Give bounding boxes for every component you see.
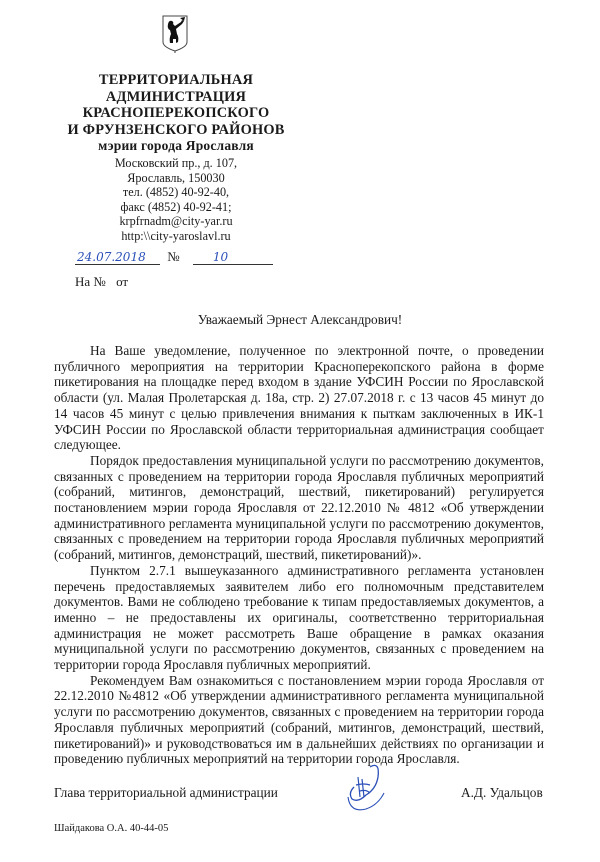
letter-body	[54, 343, 544, 767]
org-line: И ФРУНЗЕНСКОГО РАЙОНОВ	[67, 121, 285, 138]
org-subtitle: мэрии города Ярославля	[98, 138, 254, 154]
coat-of-arms-icon	[161, 14, 189, 54]
handwritten-date: 24.07.2018	[77, 250, 146, 264]
paragraph: Пунктом 2.7.1 вышеуказанного административного регламента установлен перечень предоставляемых заявителем либо его полномочным представителем документов. Вами не соблюдено требование к типам предоставляемых документов, а именно – не предоставлены их оригиналы, соответственно территориальная администрация не может рассмотреть Ваше обращение в рамках оказания муниципальной услуги по рассмотрению документов, связанных с проведением на территории города Ярославля публичных мероприятий.	[54, 562, 544, 673]
address-line: Московский пр., д. 107,	[114, 156, 238, 170]
greeting: Уважаемый Эрнест Александрович!	[197, 312, 403, 327]
organization-name	[66, 72, 286, 155]
registration-date-number	[75, 249, 273, 265]
signature-block	[54, 785, 554, 801]
executor-contact: Шайдакова О.А. 40-44-05	[54, 823, 169, 834]
paragraph: Рекомендуем Вам ознакомиться с постановлением мэрии города Ярославля от 22.12.2010 №4812 «Об утверждении административного регламента муниципальной услуги по рассмотрению документов, связанных с проведением на территории города Ярославля публичных мероприятий (собраний, митингов, демонстраций, шествий, пикетирований)» и руководствоваться им в дальнейших действиях по организации и проведению публичных мероприятий на территории города Ярославля.	[54, 672, 544, 767]
handwritten-number: 10	[212, 250, 229, 264]
org-line: КРАСНОПЕРЕКОПСКОГО	[82, 105, 270, 122]
address-line: Ярославль, 150030	[127, 170, 225, 185]
date-field	[75, 250, 160, 265]
ref-number-label: На №	[75, 274, 106, 289]
email-line: krpfrnadm@city-yar.ru	[119, 214, 233, 228]
number-field	[193, 250, 273, 265]
signer-name: А.Д. Удальцов	[461, 785, 543, 800]
number-label: №	[167, 249, 180, 264]
phone-line: тел. (4852) 40-92-40,	[122, 185, 230, 199]
website-line: http:\\city-yaroslavl.ru	[121, 228, 231, 243]
org-line: ТЕРРИТОРИАЛЬНАЯ	[98, 72, 254, 88]
paragraph: Порядок предоставления муниципальной услуги по рассмотрению документов, связанных с проведением на территории города Ярославля публичных мероприятий (собраний, митингов, демонстраций, шествий, пикетирований) регулируется постановлением мэрии города Ярославля от 22.12.2010 № 4812 «Об утверждении административного регламента муниципальной услуги по рассмотрению документов, связанных с проведением на территории города Ярославля публичных мероприятий (собраний, митингов, демонстраций, шествий, пикетирований)».	[54, 452, 544, 563]
fax-line: факс (4852) 40-92-41;	[120, 199, 232, 214]
paragraph: На Ваше уведомление, полученное по электронной почте, о проведении публичного мероприятия на территории Красноперекопского района в форме пикетирования на площадке перед входом в здание УФСИН России по Ярославской области (ул. Малая Пролетарская д. 18а, стр. 2) 27.07.2018 г. с 13 часов 45 минут до 14 часов 45 минут с целью привлечения внимания к пыткам заключенных в ИК-1 УФСИН России по Ярославской области территориальная администрация сообщает следующее.	[54, 343, 544, 453]
signer-position: Глава территориальной администрации	[54, 785, 278, 800]
org-address	[66, 156, 286, 243]
org-line: АДМИНИСТРАЦИЯ	[105, 88, 247, 105]
registration-reference	[75, 274, 132, 290]
ref-date-label: от	[116, 274, 129, 289]
